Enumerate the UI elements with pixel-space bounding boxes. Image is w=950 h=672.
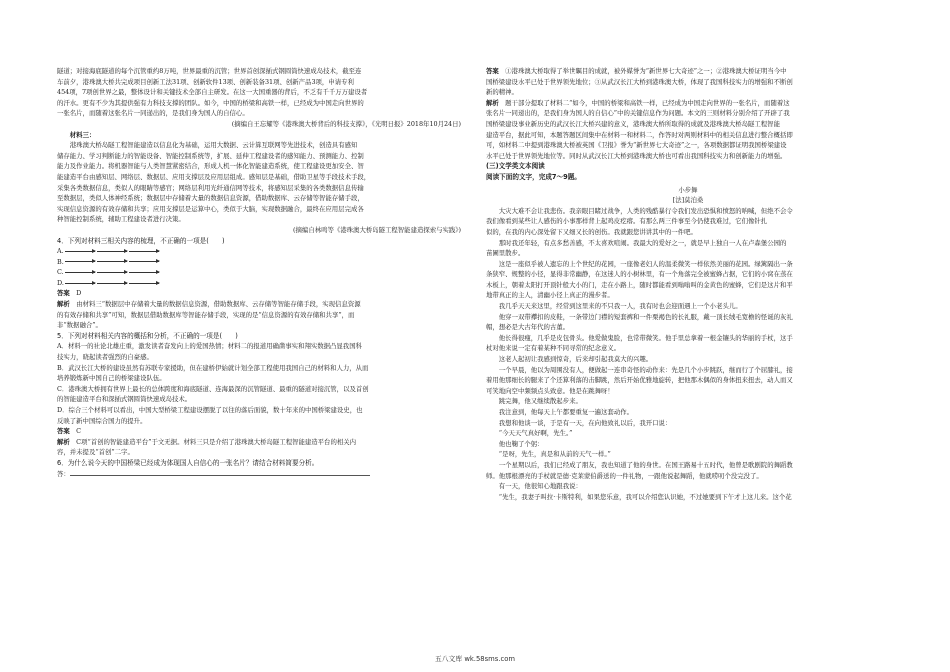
text-line: 实现信息资源的有效存储和共享；应用支撑层是运算中心，类似于大脑，实现数据融合，最终在应用层完成各 (57, 204, 364, 213)
text-line: 一张名片，而随着这张名片一同递出的，是我们身为国人的自信心。 (57, 109, 249, 118)
option-line: 反映了新中国综合国力的提升。 (57, 416, 147, 425)
story-line: 大灾大难不会让我悲伤。我亲眼目睹过战争，人类的残酷暴行令我们发出恐惧和愤怒的呐喊，但绝不会令 (498, 206, 793, 215)
story-line: 有一天，他很知心地跟我说： (498, 482, 582, 491)
option-line: D．综合三个材料可以看出，中国大型桥梁工程建设摆脱了以往的落后面貌，数十年来的中国桥梁建设史，也 (57, 406, 363, 414)
answer-4 (57, 288, 461, 299)
option-d[interactable] (57, 278, 461, 289)
option-line: A．材料一的社论北雄庄重，激发读者奋发向上的爱国热情；材料二的报道用确凿事实和翔实数据凸显我国科 (57, 342, 362, 351)
story-author: [法]莫泊桑 (672, 196, 704, 205)
story-line: 师。他那根漂亮的手杖就是德·克莱蒙伯爵送的一件礼物，一跟他说起舞蹈，他就唠叨个没完没了。 (486, 471, 763, 480)
text-line: 张名片一同递出的，是我们身为国人的自信心”中的关键信息作为问题。本文的三则材料分别介绍了开辟了我 (486, 109, 790, 118)
option-a[interactable] (57, 246, 461, 257)
text-line: 采集各类数据信息，类似人的眼睛等感官；网络层利用光纤通信网等技术，将感知层采集的各类数据信息传输 (57, 183, 364, 192)
answer-5 (57, 426, 461, 437)
arrow-icon (129, 283, 159, 284)
story-line: 苗圃里散步。 (486, 249, 525, 258)
story-line: 我想和他谈一谈，于是有一天，在向他致礼以后，我开口说： (498, 418, 672, 427)
explanation-label: 答案 (486, 67, 499, 75)
explanation-label: 解析 (57, 300, 70, 309)
text-line: 建造平台，据此可知，本题答题区间集中在材料一和材料二，作答时对两则材料中的相关信息进行整合概括即 (486, 130, 793, 139)
material-three-text (57, 140, 461, 225)
right-column (486, 66, 890, 502)
story-line: 着用他那细长的腿来了个还算利落的击脚跳，然后开始优雅地旋转，把他那木偶似的身体扭来扭去，动人而又 (486, 376, 793, 385)
story-line: 木板上，朝着太阳打开顶针般大小的门，走在小路上，随时都能看到嗡嗡叫的金黄色的蜜蜂，它们是这片和平 (486, 280, 793, 289)
text-line: 水平已处于世界领先地位等。同时从武汉长江大桥到港珠澳大桥也可看出我国科技实力和创新能力的增强。 (486, 151, 787, 160)
arrow-icon (65, 283, 95, 284)
story-line: 我注意到，他每天上午都要重复一遍这套动作。 (498, 408, 633, 416)
answer-blank[interactable] (70, 475, 370, 476)
option-line: 培养锻炼新中国自己的桥梁建设队伍。 (57, 374, 166, 383)
arrow-icon (97, 272, 127, 273)
story-title: 小步舞 (678, 185, 698, 194)
story-line: 条狭窄、规整的小径，显得非常幽静，在这迷人的小树林里，有一个角落完全被蜜蜂占据，它们的小窝在蒸在 (486, 270, 793, 279)
arrow-icon (65, 272, 95, 273)
option-letter: B. (57, 257, 64, 266)
text-line: 储存能力、学习判断能力的智能设备、智能控制系统等，扩展、延伸工程建设者的感知能力、预测能力、控制 (57, 151, 364, 160)
story-line: “今天天气真好啊，先生。” (498, 429, 573, 438)
story-line: 杖对他来说一定有着某种不同寻常的纪念意义。 (486, 344, 621, 353)
text-line: 至数据层，类似人体神经系统；数据层中存储着大量的数据信息资源，借助数据库、云存储等智能存储手段， (57, 194, 364, 203)
text-line: 的有效存储和共享”可知，数据层借助数据库等智能存储手段，实现的是“信息资源的有效存储和共享”，而 (57, 310, 355, 319)
text-line: 港珠澳大桥岛隧工程智能建造以信息化为基础，运用大数据、云计算互联网等先进技术，创造具有感知 (69, 141, 358, 150)
text-line: 可，如材料二中提到港珠澳大桥被英国《卫报》誉为“新世界七大奇迹”之一，各项数据都证明我国桥梁建设 (486, 141, 787, 150)
text-line: 国桥梁建设水平已处于世界领先地位；③从武汉长江大桥到港珠澳大桥，体现了我国科技实力的增强和不断创 (486, 77, 793, 86)
text-line: 的汗水。更有不少为其提供强有力科技支撑的团队。如今，中国的桥梁和高铁一样，已经成为中国走向世界的 (57, 98, 364, 107)
text-line: 新的精神。 (486, 88, 518, 97)
answer-value: D (76, 289, 82, 298)
story-line: 可笑地向空中频频点头致意。他是在跳舞呀！ (486, 386, 614, 395)
material-three-heading: 材料三： (69, 130, 96, 139)
answer-6 (486, 66, 890, 98)
explanation-6 (486, 98, 890, 162)
source-citation-1: (摘编自王忘耀等《港珠澳大桥背后的科技支撑》，《光明日报》2018年10月24日) (231, 119, 461, 128)
question-5: 5．下列对材料相关内容的概括和分析，不正确的一项是( ) (57, 331, 238, 340)
question-4: 4．下列对材料三相关内容的梳理，不正确的一项是( ) (57, 236, 225, 245)
story-line: 地带真正的主人，清幽小径上真正的漫步者。 (486, 291, 614, 300)
arrow-icon (129, 272, 159, 273)
question-5-options (57, 341, 461, 426)
arrow-icon (129, 261, 159, 262)
text-line: 车前夕，港珠澳大桥共完成项目创新工法31项、创新软件13项、创新装备31项、创新产品3项，申请专利 (57, 77, 354, 86)
material-two-excerpt (57, 66, 461, 119)
arrow-icon (97, 251, 127, 252)
text-line: 国桥梁建设事业新历史的武汉长江大桥兴建的意义，港珠澳大桥所取得的成就及港珠澳大桥岛隧工程智能 (486, 119, 780, 128)
text-line: 答案 ①港珠澳大桥取得了举世瞩目的成就，被外媒誉为“新世界七大奇迹”之一；②港珠澳大桥证明当今中 (486, 67, 787, 75)
option-line: C．港珠澳大桥拥有世界上最长的总体跨度和海底隧道、连海最深的沉管隧道、最重的隧道对接沉管，以及首创 (57, 384, 369, 393)
explanation-label: 解析 (486, 98, 499, 107)
story-line: 似的，在我的内心深处留下又细又长的创伤。我就跟您讲讲其中的一件吧。 (486, 227, 697, 236)
option-line: 的智能建造平台和深插式钢圆筒快速成岛技术。 (57, 395, 192, 404)
story-line: 这是一座似乎被人遗忘的上个世纪的花园，一座像老妇人的温柔微笑一样依然美丽的花园。绿篱隔出一条 (498, 259, 793, 268)
option-letter: A. (57, 247, 64, 256)
text-line: 解析 题干部分提取了材料二“如今，中国的桥梁和高铁一样，已经成为中国走向世界的一张名片，而随着这 (486, 98, 790, 107)
question-4-options (57, 246, 461, 288)
story-line: 帽，想必是大古年代的古董。 (486, 323, 570, 332)
answer-label: 答案 (57, 289, 70, 298)
story-line: “先生，我妻子叫拉·卡斯特利，如果您乐意，我可以介绍您认识她，不过她要到下午才上这儿来。这个花 (498, 492, 792, 501)
footer-watermark: 五八文库 wk.58sms.com (434, 655, 516, 663)
text-line: 解析 由材料三“数据层中存储着大量的数据信息资源，借助数据库、云存储等智能存储手段，实现信息资源 (57, 300, 361, 309)
explanation-label: 解析 (57, 437, 70, 446)
story-line: 我几乎天天来这里，经常到这里来的不只我一人，我有时也会迎面遇上一个小老头儿。 (498, 302, 742, 311)
story-line: 跳完舞，他又继续散起步来。 (498, 397, 582, 406)
arrow-icon (97, 261, 127, 262)
story-line: 我们像看到某些让人感伤的小事那样背上起鸡皮疙瘩。有那么两三件事至今仍使我难过，它们像针扎 (486, 217, 768, 226)
text-line: 能力及作业能力。将机器智能与人类智慧紧密结合，形成人机一体化智能建造系统，使工程建设更加安全、智 (57, 162, 364, 171)
answer-label: 答案 (57, 427, 70, 436)
text-line: 能建造平台由感知层、网络层、数据层、应用支撑层及应用层组成。感知层是基础，借助卫星等手段技术手段， (57, 172, 371, 181)
story-line: 他穿一双带襻扣的皮鞋，一条带边门襟的短套裤和一件栗褐色的长礼服，戴一顶长绒毛宽檐的怪诞的灰礼 (498, 312, 793, 321)
story-line: 他也鞠了个躬： (498, 439, 544, 448)
source-citation-2: (摘编自林鸣等《港珠澳大桥岛隧工程智能建造探索与实践》) (293, 225, 461, 234)
story-text (486, 206, 890, 503)
arrow-icon (129, 251, 159, 252)
explanation-4 (57, 299, 461, 331)
text-line: 隧道；对接海底隧道的每个沉管重约8万吨，世界最重的沉管；世界首创深插式钢圆筒快速成岛技术，截至连 (57, 67, 362, 75)
option-line: B．武汉长江大桥的建设虽然有苏联专家援助，但在建桥伊始就计划全部工程使用我国自己的材料和人力，从而 (57, 363, 369, 372)
text-line: 种智能控制系统，辅助工程建设者进行决策。 (57, 215, 185, 224)
story-line: 他长得很瘦，几乎是皮包骨头。他爱做鬼脸，也常带微笑。他手里总拿着一根金镶头的华丽的手杖，这手 (498, 333, 793, 342)
story-line: 一个星期以后，我们已经成了朋友，我也知道了他的身世。在国王路易十五时代，他曾是歌剧院的舞蹈教 (498, 460, 793, 469)
arrow-icon (65, 251, 95, 252)
option-c[interactable] (57, 267, 461, 278)
arrow-icon (65, 261, 95, 262)
story-line: 这老人起初让我感到惊奇，后来却引起我莫大的兴趣。 (498, 355, 653, 364)
text-line: 解析 C项“首创的智能建造平台”于文无据。材料三只是介绍了港珠澳大桥岛隧工程智能建造平台的相关内 (57, 437, 357, 446)
story-line: 那时我还年轻，有点多愁善感，不太喜欢喧闹。我最大的爱好之一，就是早上独自一人在卢森堡公园的 (498, 238, 787, 247)
story-line: 一个早晨，他以为周围没有人，便做起一连串奇怪的动作来：先是几个小步跳跃，继而行了个屈膝礼，接 (498, 365, 793, 374)
option-letter: C. (57, 268, 64, 277)
question-6-answer-line: 答： (57, 469, 461, 480)
text-line: 容，并未提及“首创”二字。 (57, 448, 134, 457)
section-title: (三)文学类文本阅读 (486, 162, 545, 171)
explanation-5 (57, 437, 461, 458)
option-b[interactable] (57, 257, 461, 268)
left-column (57, 66, 461, 479)
arrow-icon (97, 283, 127, 284)
option-line: 技实力，晓起读者强烈的自豪感。 (57, 353, 153, 362)
text-line: 454项，7项创世界之最，整体设计和关键技术全部自主研发。在这一大国重器的背后，不乏有千千万万建设者 (57, 88, 368, 97)
option-letter: D. (57, 278, 64, 287)
section-instruction: 阅读下面的文字，完成7～9题。 (486, 172, 581, 181)
text-line: 非“数据融合”。 (57, 321, 102, 330)
question-6: 6．为什么说今天的中国桥梁已经成为体现国人自信心的一张名片？请结合材料简要分析。 (57, 458, 319, 467)
answer-value: C (76, 427, 82, 436)
story-line: “是呀，先生，真是和从前的天气一样。” (498, 450, 611, 459)
